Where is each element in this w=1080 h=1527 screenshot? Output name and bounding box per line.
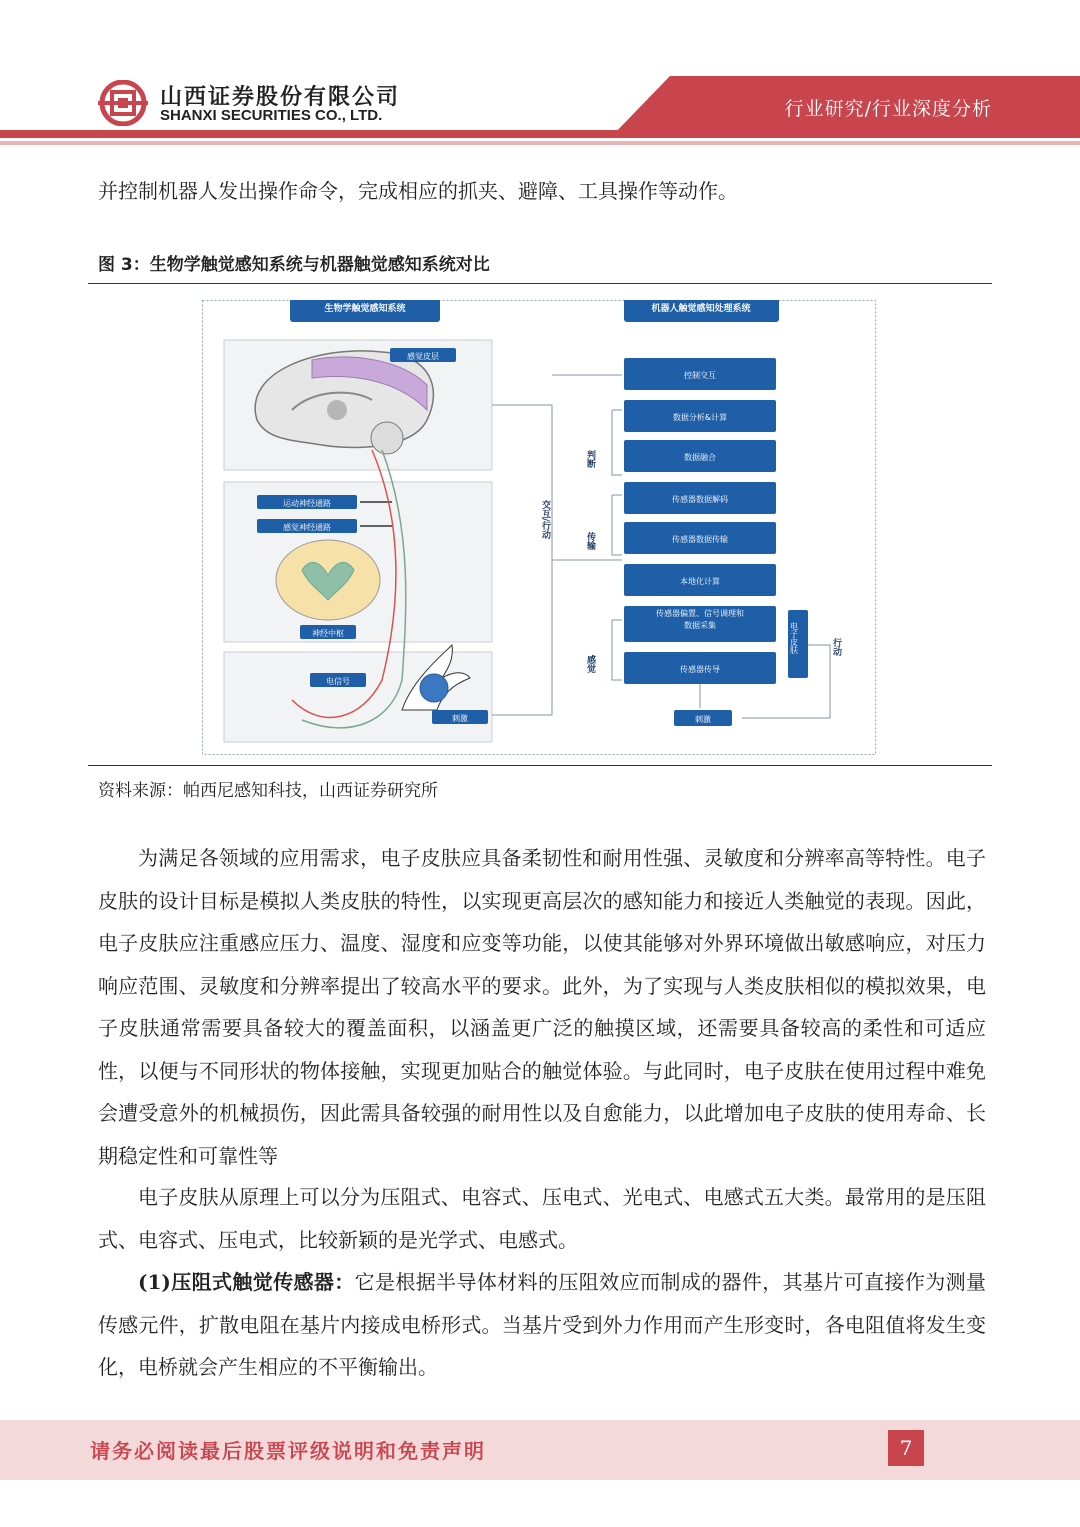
header-thin-band [0, 141, 1080, 145]
transmit-label: 传输 [585, 532, 595, 550]
page-header [0, 0, 1080, 150]
right-box-label: 传感器传导 [680, 665, 720, 674]
center-label: 神经中枢 [312, 629, 344, 638]
paragraph-3-heading: (1)压阻式触觉传感器： [138, 1270, 355, 1294]
right-box-label: 传感器数据传输 [672, 535, 728, 544]
figure-top-rule [88, 283, 992, 284]
hand-panel [224, 652, 492, 742]
company-logo-icon [98, 80, 148, 126]
interact-label: 交互/行动 [540, 500, 550, 540]
right-box-label: 传感器偏置、信号调理和数据采集 [656, 609, 744, 630]
paragraph-1: 为满足各领域的应用需求，电子皮肤应具备柔韧性和耐用性强、灵敏度和分辨率高等特性。电子皮肤的设计目标是模拟人类皮肤的特性，以实现更高层次的感知能力和接近人类触觉的表现。因此，电子皮肤应注重感应压力、温度、湿度和应变等功能，以使其能够对外界环境做出敏感响应，对压力响应范围、灵敏度和分辨率提出了较高水平的要求。此外，为了实现与人类皮肤相似的模拟效果，电子皮肤通常需要具备较大的覆盖面积，以涵盖更广泛的触摸区域，还需要具备较高的柔性和可适应性，以便与不同形状的物体接触，实现更加贴合的触觉体验。与此同时，电子皮肤在使用过程中难免会遭受意外的机械损伤，因此需具备较强的耐用性以及自愈能力，以此增加电子皮肤的使用寿命、长期稳定性和可靠性等 [98, 846, 986, 1168]
company-name-en: SHANXI SECURITIES CO., LTD. [160, 107, 383, 124]
action-label: 行动 [831, 638, 841, 656]
spinal-cord-illustration [276, 540, 380, 620]
right-box-label: 本地化计算 [680, 577, 720, 586]
sense-label: 感觉 [585, 655, 595, 673]
page-number: 7 [888, 1430, 924, 1466]
judge-label: 判断 [585, 450, 595, 468]
right-header-text: 机器人触觉感知处理系统 [651, 304, 751, 314]
right-box-label: 数据分析&计算 [672, 413, 728, 422]
report-section: 行业研究/行业深度分析 [784, 98, 992, 120]
figure-source: 资料来源：帕西尼感知科技，山西证券研究所 [98, 781, 438, 801]
right-box-label: 控制交互 [684, 371, 716, 380]
footer-disclaimer: 请务必阅读最后股票评级说明和免责声明 [90, 1439, 486, 1463]
right-box-label: 数据融合 [684, 453, 716, 462]
right-box-label-wrap [624, 608, 776, 642]
figure-title: 图 3：生物学触觉感知系统与机器触觉感知系统对比 [98, 255, 490, 275]
paragraph-3-text: 它是根据半导体材料的压阻效应而制成的器件，其基片可直接作为测量传感元件，扩散电阻在基片内接成电桥形式。当基片受到外力作用而产生形变时，各电阻值将发生变化，电桥就会产生相应的不平衡输出。 [98, 1270, 987, 1379]
company-name-cn: 山西证券股份有限公司 [160, 85, 401, 110]
cortex-label: 感觉皮层 [407, 352, 439, 361]
left-header-text: 生物学触觉感知系统 [324, 304, 406, 314]
stimulus-left-label: 刺激 [452, 714, 468, 723]
sensory-path-label: 感觉神经通路 [283, 523, 331, 532]
e-skin-label: 电子皮肤 [789, 622, 799, 654]
tactile-comparison-diagram [202, 300, 876, 755]
signal-label: 电信号 [326, 677, 350, 686]
motor-path-label: 运动神经通路 [283, 499, 331, 508]
right-box-label: 传感器数据解码 [672, 495, 728, 504]
figure-bottom-rule [88, 765, 992, 766]
header-band [0, 130, 1080, 138]
stimulus-right-label: 刺激 [695, 715, 711, 724]
intro-line: 并控制机器人发出操作命令，完成相应的抓夹、避障、工具操作等动作。 [98, 179, 738, 203]
paragraph-3 [98, 1261, 986, 1389]
paragraph-2: 电子皮肤从原理上可以分为压阻式、电容式、压电式、光电式、电感式五大类。最常用的是压阻式、电容式、压电式，比较新颖的是光学式、电感式。 [98, 1185, 986, 1252]
